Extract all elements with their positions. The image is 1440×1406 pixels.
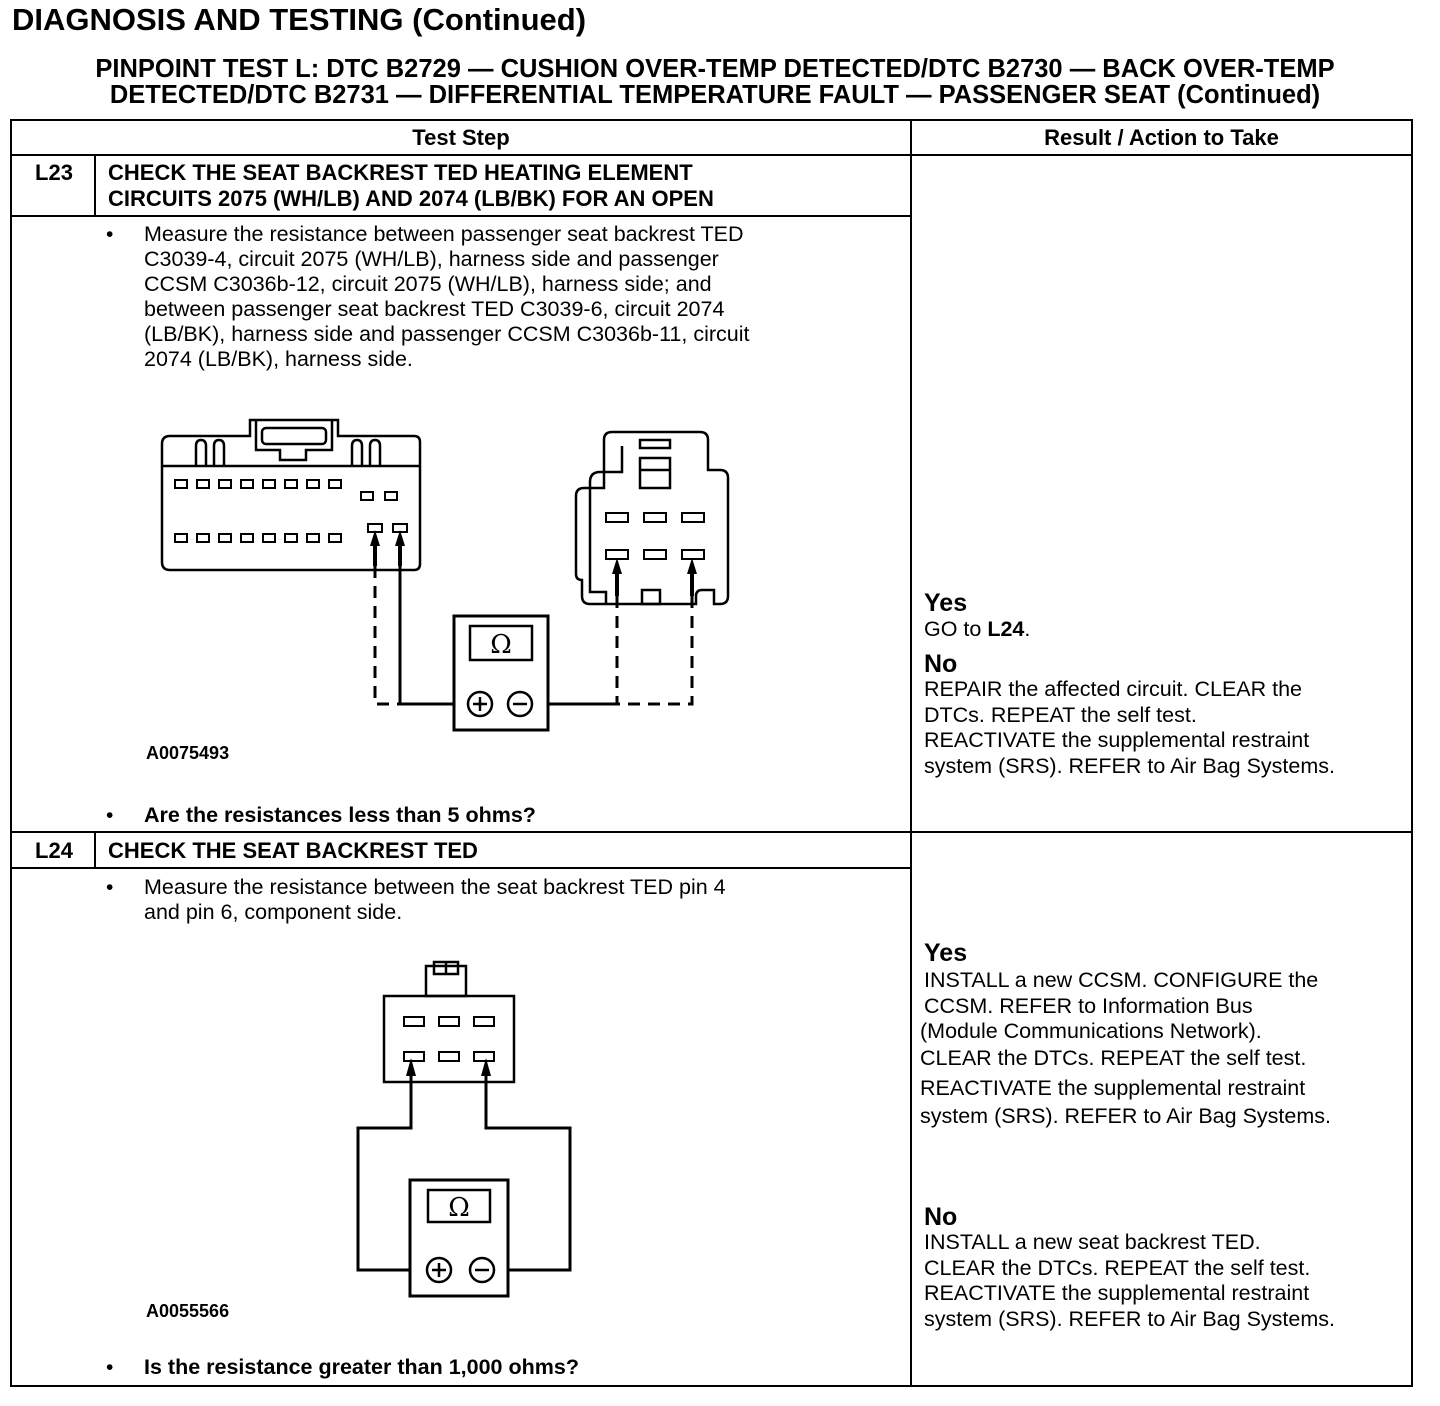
instruction-line: C3039-4, circuit 2075 (WH/LB), harness side and passenger <box>144 247 719 271</box>
bullet: • <box>106 876 114 899</box>
ohmmeter-l24 <box>410 1180 508 1296</box>
instruction-line: and pin 6, component side. <box>144 900 403 924</box>
step-id-l24: L24 <box>35 838 73 863</box>
go-to-text: GO to <box>924 617 988 641</box>
test-title-line-2: DETECTED/DTC B2731 — DIFFERENTIAL TEMPERATURE FAULT — PASSENGER SEAT (Continued) <box>109 81 1321 109</box>
question-l23: Are the resistances less than 5 ohms? <box>144 803 536 827</box>
step-id-l23: L23 <box>35 160 73 185</box>
yes-label-l23: Yes <box>924 589 968 617</box>
instruction-line: Measure the resistance between the seat backrest TED pin 4 <box>144 875 726 899</box>
yes-action-line: (Module Communications Network). <box>920 1019 1262 1043</box>
yes-action-line: INSTALL a new CCSM. CONFIGURE the <box>924 968 1319 992</box>
no-action-line: CLEAR the DTCs. REPEAT the self test. <box>924 1255 1311 1280</box>
no-action-l24 <box>924 1230 1335 1332</box>
no-label-l23: No <box>924 650 958 678</box>
question-l24: Is the resistance greater than 1,000 ohms? <box>144 1355 579 1379</box>
bullet: • <box>106 1356 114 1379</box>
instruction-line: 2074 (LB/BK), harness side. <box>144 347 413 371</box>
bullet: • <box>106 804 114 827</box>
test-title-line-1: PINPOINT TEST L: DTC B2729 — CUSHION OVER-TEMP DETECTED/DTC B2730 — BACK OVER-TEMP <box>95 55 1335 83</box>
ohm-symbol: Ω <box>490 630 512 660</box>
no-action-line: INSTALL a new seat backrest TED. <box>924 1230 1261 1254</box>
yes-action-line: CLEAR the DTCs. REPEAT the self test. <box>920 1046 1307 1070</box>
ohm-symbol: Ω <box>448 1193 470 1223</box>
instruction-line: between passenger seat backrest TED C3039-6, circuit 2074 <box>144 297 725 321</box>
no-action-line: REACTIVATE the supplemental restraint <box>924 728 1310 752</box>
no-action-line: REACTIVATE the supplemental restraint <box>924 1281 1310 1305</box>
figure-id-l23: A0075493 <box>146 743 230 763</box>
yes-action-line: CCSM. REFER to Information Bus <box>924 994 1253 1018</box>
step-title-line: CHECK THE SEAT BACKREST TED HEATING ELEMENT <box>108 160 693 185</box>
figure-id-l24: A0055566 <box>146 1301 230 1321</box>
go-to-end: . <box>1024 617 1031 641</box>
step-title-line: CIRCUITS 2075 (WH/LB) AND 2074 (LB/BK) FOR AN OPEN <box>108 186 714 211</box>
yes-label-l24: Yes <box>924 939 968 967</box>
step-title-l24: CHECK THE SEAT BACKREST TED <box>108 838 478 863</box>
page-heading: DIAGNOSIS AND TESTING (Continued) <box>12 2 587 37</box>
yes-action-line: system (SRS). REFER to Air Bag Systems. <box>920 1104 1331 1128</box>
no-action-line: system (SRS). REFER to Air Bag Systems. <box>924 1306 1335 1331</box>
column-header-test-step: Test Step <box>412 125 510 150</box>
go-to-target: L24 <box>987 617 1025 641</box>
instruction-line: CCSM C3036b-12, circuit 2075 (WH/LB), harness side; and <box>144 272 712 296</box>
no-action-line: DTCs. REPEAT the self test. <box>924 702 1197 727</box>
column-header-result: Result / Action to Take <box>1044 125 1279 150</box>
instruction-line: Measure the resistance between passenger seat backrest TED <box>144 222 744 246</box>
yes-action-line: REACTIVATE the supplemental restraint <box>920 1076 1306 1100</box>
no-action-line: system (SRS). REFER to Air Bag Systems. <box>924 753 1335 778</box>
instruction-line: (LB/BK), harness side and passenger CCSM C3036b-11, circuit <box>144 322 750 346</box>
no-label-l24: No <box>924 1203 958 1231</box>
bullet: • <box>106 223 114 246</box>
ted-connector-body <box>384 996 514 1082</box>
no-action-line: REPAIR the affected circuit. CLEAR the <box>924 677 1303 701</box>
